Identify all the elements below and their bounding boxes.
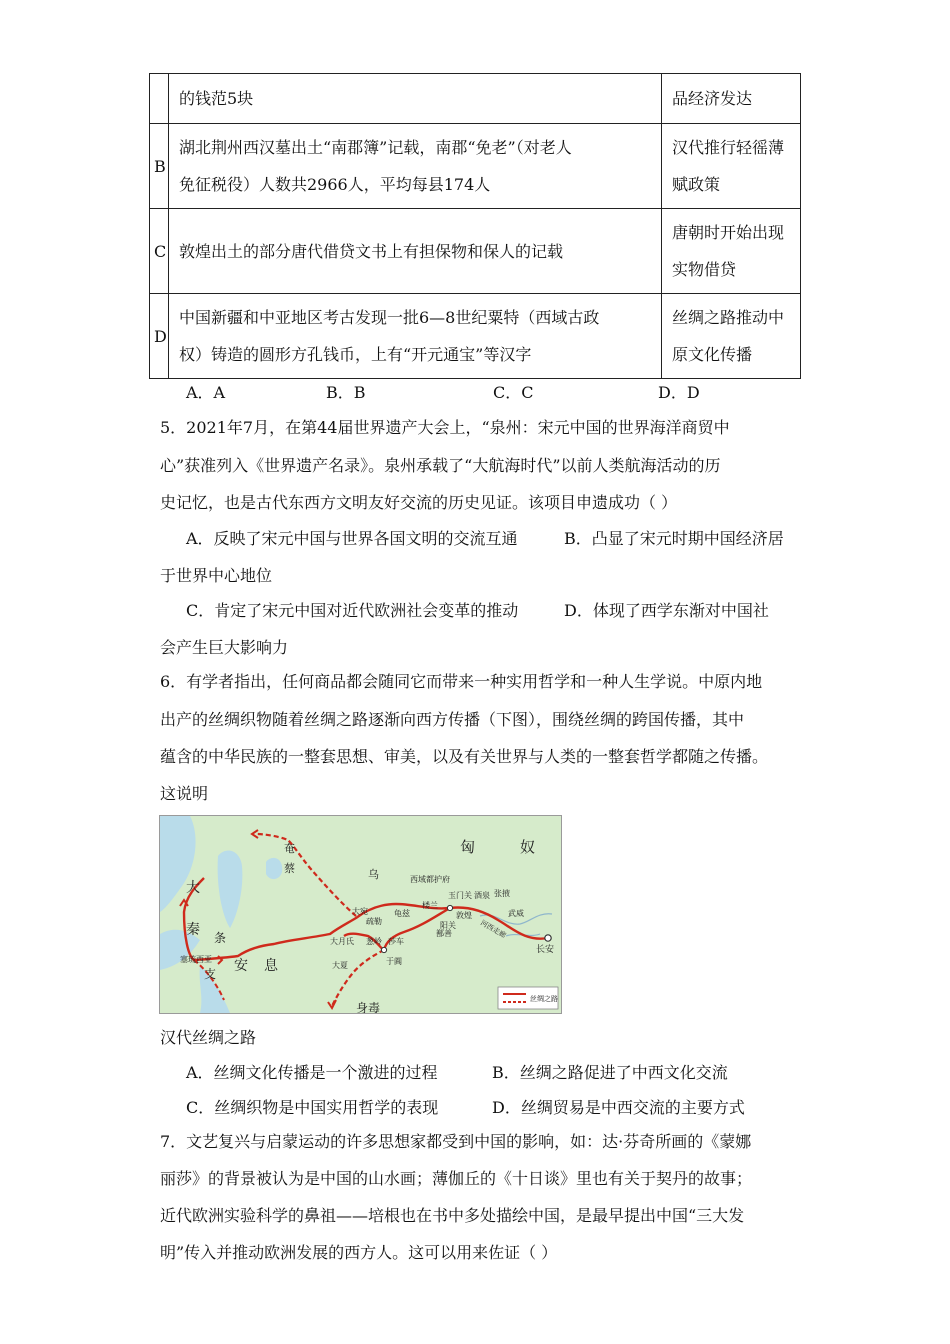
q7-stem-line: 7．文艺复兴与启蒙运动的许多思想家都受到中国的影响，如：达·芬奇所画的《蒙娜: [160, 1132, 752, 1151]
label-shendu: 身毒: [356, 1001, 381, 1013]
label-tiaozhi-1: 条: [214, 931, 227, 945]
q6-option-c[interactable]: C．丝绸织物是中国实用哲学的表现: [186, 1098, 439, 1117]
row-conclusion: [662, 74, 801, 124]
q5-stem-line: 5．2021年7月，在第44届世界遗产大会上，“泉州：宋元中国的世界海洋商贸中: [160, 418, 730, 437]
silk-road-map-svg: [160, 816, 561, 1013]
q5-option-b[interactable]: B．凸显了宋元时期中国经济居: [564, 529, 784, 548]
label-daqin-2: 秦: [186, 922, 200, 938]
row-conclusion-line: 丝绸之路推动中: [672, 308, 785, 327]
row-conclusion: [662, 294, 801, 379]
q4-option-c[interactable]: C．C: [493, 383, 534, 402]
options-table: [149, 73, 801, 379]
yutian-dot: [381, 947, 386, 952]
label-shache: 莎车: [388, 937, 404, 946]
row-conclusion-line: 品经济发达: [672, 89, 753, 108]
q7-stem-line: 明”传入并推动欧洲发展的西方人。这可以用来佐证（ ）: [160, 1243, 558, 1262]
row-letter: B: [150, 124, 169, 209]
row-conclusion-line: 汉代推行轻徭薄: [672, 138, 785, 157]
label-anxi-1: 安: [234, 958, 248, 974]
label-xiongnu-1: 匈: [460, 838, 476, 856]
label-dunhuang: 敦煌: [456, 911, 472, 920]
label-xiongnu-2: 奴: [520, 838, 536, 856]
label-changan: 长安: [536, 945, 555, 955]
label-shanshan: 鄯善: [436, 929, 452, 938]
label-daqin-1: 大: [186, 880, 200, 896]
label-qiuci: 龟兹: [394, 909, 410, 918]
row-conclusion: [662, 124, 801, 209]
row-letter: C: [150, 209, 169, 294]
label-yangguan: 阳关: [440, 921, 456, 930]
label-dawan: 大宛: [352, 907, 368, 916]
q6-stem-line: 蕴含的中华民族的一整套思想、审美，以及有关世界与人类的一整套哲学都随之传播。: [160, 747, 769, 766]
aral-sea: [266, 858, 282, 879]
label-jiuquan: 酒泉: [474, 891, 490, 900]
changan-dot: [545, 935, 551, 941]
row-conclusion-line: 原文化传播: [672, 345, 753, 364]
label-yancai-1: 奄: [284, 842, 295, 855]
row-conclusion: [662, 209, 801, 294]
label-loulan: 楼兰: [422, 901, 438, 910]
label-yutian: 于阗: [386, 957, 402, 966]
label-xiyu-duhufu: 西域都护府: [410, 875, 450, 884]
label-dayuezhi: 大月氏: [330, 937, 354, 946]
label-congling: 葱岭: [366, 937, 382, 946]
label-tiaozhi-2: 支: [204, 967, 217, 981]
dunhuang-dot: [447, 905, 452, 910]
label-daxia: 大夏: [332, 961, 348, 970]
q4-option-a[interactable]: A．A: [186, 383, 226, 402]
table-row: [150, 74, 801, 124]
q5-option-c[interactable]: C．肯定了宋元中国对近代欧洲社会变革的推动: [186, 601, 519, 620]
legend-label: 丝绸之路: [530, 995, 558, 1003]
q6-stem-line: 6．有学者指出，任何商品都会随同它而带来一种实用哲学和一种人生学说。中原内地: [160, 672, 763, 691]
row-letter: D: [150, 294, 169, 379]
q5-stem-line: 心”获准列入《世界遗产名录》。泉州承载了“大航海时代”以前人类航海活动的历: [160, 456, 721, 475]
row-conclusion-line: 唐朝时开始出现: [672, 223, 785, 242]
label-yancai-2: 蔡: [284, 862, 295, 875]
q5-option-b-continued: 于世界中心地位: [160, 566, 273, 585]
q7-stem-line: 近代欧洲实验科学的鼻祖——培根也在书中多处描绘中国，是最早提出中国“三大发: [160, 1206, 745, 1225]
label-wusun: 乌: [368, 868, 379, 881]
label-hexi: 河西走廊: [479, 918, 508, 940]
row-letter: [150, 74, 169, 124]
row-evidence-line: 中国新疆和中亚地区考古发现一批6—8世纪粟特（西域古政: [179, 308, 600, 327]
row-evidence-line: 免征税役）人数共2966人，平均每县174人: [179, 175, 491, 194]
row-evidence-line: 敦煌出土的部分唐代借贷文书上有担保物和保人的记载: [179, 241, 564, 261]
row-evidence: [169, 74, 662, 124]
q5-stem-line: 史记忆，也是古代东西方文明友好交流的历史见证。该项目申遗成功（ ）: [160, 493, 678, 512]
row-evidence: [169, 294, 662, 379]
q7-stem-line: 丽莎》的背景被认为是中国的山水画；薄伽丘的《十日谈》里也有关于契丹的故事；: [160, 1169, 753, 1188]
row-evidence: [169, 124, 662, 209]
table-row: [150, 294, 801, 379]
q5-option-d-continued: 会产生巨大影响力: [160, 638, 289, 657]
q6-stem-line: 出产的丝绸织物随着丝绸之路逐渐向西方传播（下图），围绕丝绸的跨国传播，其中: [160, 710, 745, 729]
label-zhangye: 张掖: [494, 889, 510, 898]
q5-option-a[interactable]: A．反映了宋元中国与世界各国文明的交流互通: [186, 529, 518, 548]
label-wuwei: 武威: [508, 909, 524, 918]
row-conclusion-line: 实物借贷: [672, 260, 737, 279]
q4-option-b[interactable]: B．B: [326, 383, 366, 402]
label-shule: 疏勒: [366, 917, 382, 926]
row-evidence: [169, 209, 662, 294]
q6-stem-line: 这说明: [160, 784, 209, 803]
label-anxi-2: 息: [264, 958, 278, 974]
label-seleucia: 塞琉西亚: [180, 955, 212, 964]
row-evidence-line: 的钱范5块: [179, 89, 254, 108]
row-evidence-line: 湖北荆州西汉墓出土“南郡簿”记载，南郡“免老”（对老人: [179, 138, 572, 157]
row-evidence-line: 权）铸造的圆形方孔钱币，上有“开元通宝”等汉字: [179, 345, 532, 364]
table-row: [150, 209, 801, 294]
table-row: [150, 124, 801, 209]
q6-option-a[interactable]: A．丝绸文化传播是一个激进的过程: [186, 1063, 438, 1082]
row-conclusion-line: 赋政策: [672, 175, 721, 194]
q5-option-d[interactable]: D．体现了西学东渐对中国社: [564, 601, 769, 620]
q6-option-d[interactable]: D．丝绸贸易是中西交流的主要方式: [492, 1098, 745, 1117]
label-yumenguan: 玉门关: [448, 891, 472, 900]
q6-option-b[interactable]: B．丝绸之路促进了中西文化交流: [492, 1063, 728, 1082]
silk-road-map: [159, 815, 562, 1014]
map-caption: 汉代丝绸之路: [160, 1028, 257, 1047]
q4-option-d[interactable]: D．D: [658, 383, 700, 402]
